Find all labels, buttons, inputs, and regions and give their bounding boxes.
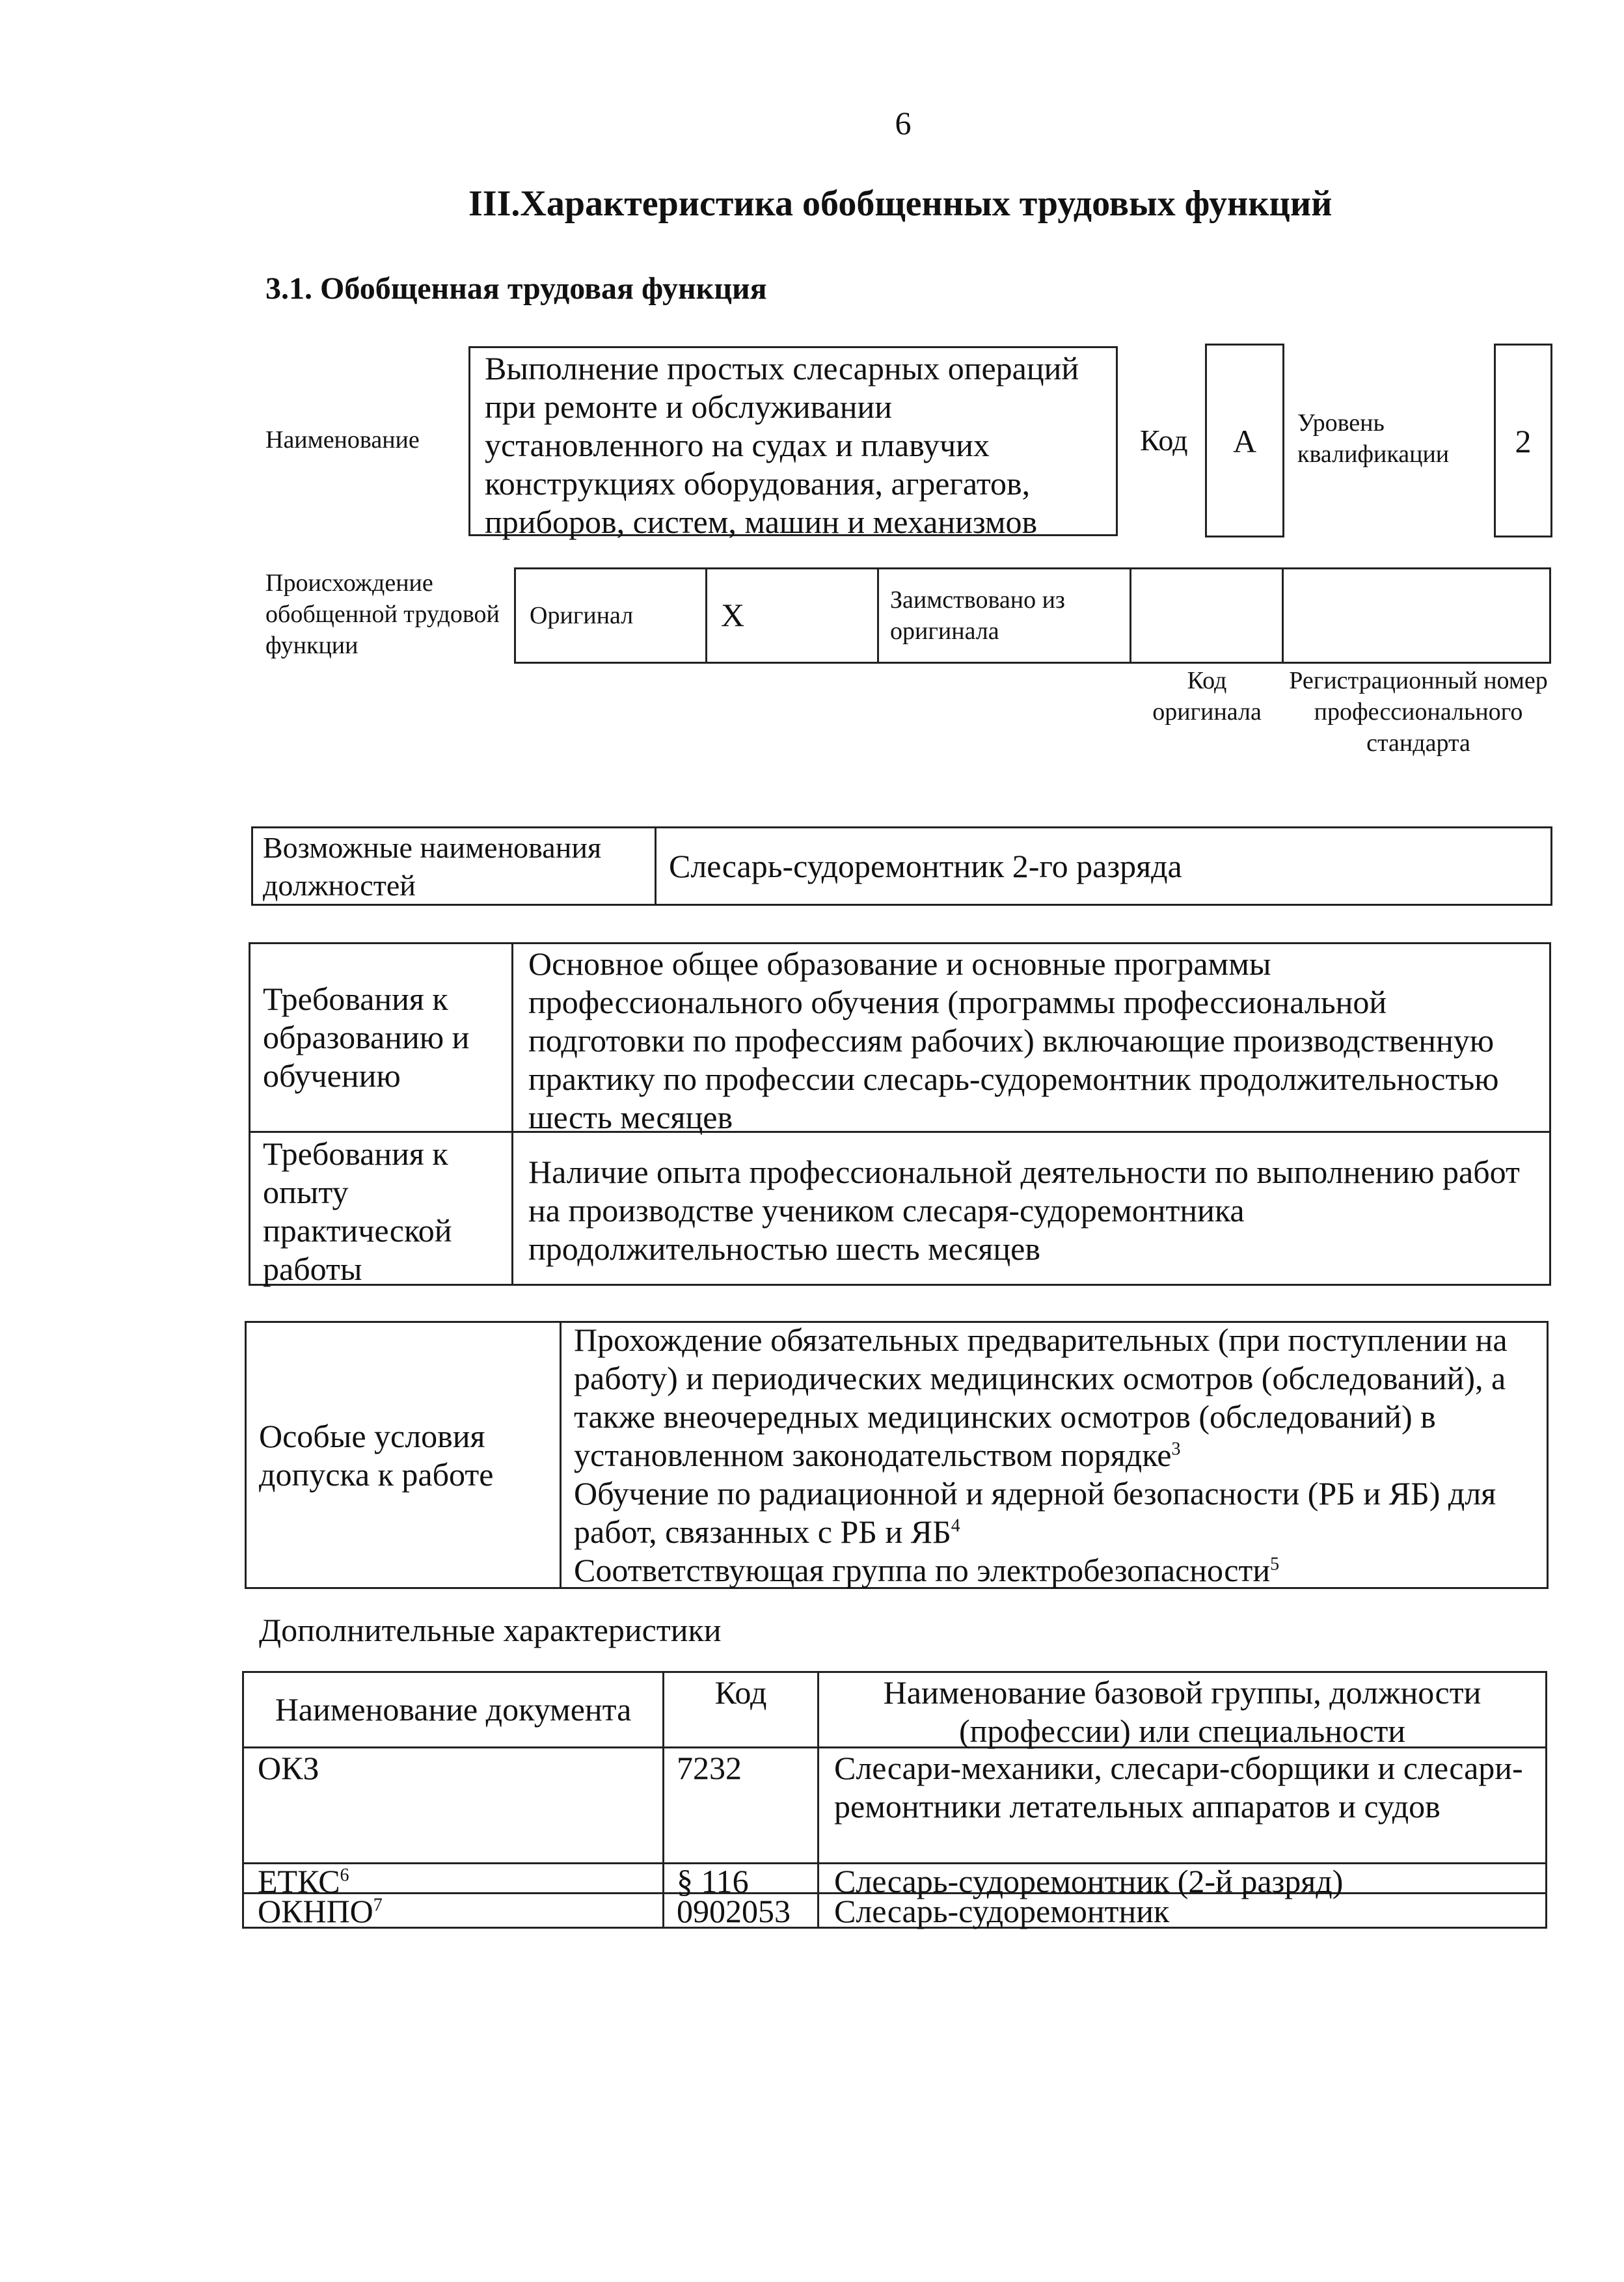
special-conditions-list (574, 1321, 1543, 1590)
footnote-ref: 4 (951, 1515, 960, 1536)
footnote-ref: 3 (1171, 1439, 1181, 1460)
borrowed-label: Заимствовано из оригинала (890, 586, 1065, 645)
caption-registration-number: Регистрационный номер профессионального стандарта (1289, 667, 1548, 757)
level-box (1494, 344, 1552, 537)
special-conditions-label: Особые условия допуска к работе (259, 1418, 494, 1493)
origin-label: Происхождение обобщенной трудовой функции (265, 569, 500, 659)
footnote-ref: 7 (373, 1895, 383, 1916)
row-code: § 116 (677, 1863, 749, 1899)
section-title: III.Характеристика обобщенных трудовых функций (468, 183, 1333, 224)
positions-value: Слесарь-судоремонтник 2-го разряда (669, 848, 1182, 884)
education-label: Требования к образованию и обучению (263, 981, 470, 1094)
row-name: Слесарь-судоремонтник (834, 1893, 1170, 1929)
code-box (1205, 344, 1284, 537)
condition-item: Прохождение обязательных предварительных (при поступлении на работу) и периодических медицинских осмотров (обследований), а также внеочередных медицинских осмотров (обследований) в установленном законодательством порядке$^3$ (574, 1322, 1508, 1473)
footnote-ref: 5 (1270, 1554, 1280, 1575)
original-mark: X (721, 597, 745, 633)
experience-value: Наличие опыта профессиональной деятельности по выполнению работ на производстве учеником слесаря-судоремонтника продолжительностью шесть месяцев (528, 1154, 1520, 1267)
header-document: Наименование документа (275, 1691, 632, 1728)
row-doc: ЕТКС$^6$ (258, 1863, 349, 1899)
row-name: Слесари-механики, слесари-сборщики и слесари-ремонтники летательных аппаратов и судов (834, 1750, 1523, 1825)
level-value: 2 (1515, 423, 1532, 459)
subsection-title: 3.1. Обобщенная трудовая функция (265, 271, 767, 306)
experience-label: Требования к опыту практической работы (263, 1135, 452, 1287)
footnote-ref: 6 (340, 1865, 349, 1886)
row-name: Слесарь-судоремонтник (2-й разряд) (834, 1863, 1344, 1899)
level-label: Уровень квалификации (1297, 409, 1450, 468)
condition-item: Обучение по радиационной и ядерной безопасности (РБ и ЯБ) для работ, связанных с РБ и $ЯБ^4$ (574, 1475, 1496, 1550)
code-value: А (1232, 423, 1257, 459)
row-doc: ОКНПО$^7$ (258, 1893, 383, 1929)
original-label: Оригинал (530, 602, 634, 629)
name-label: Наименование (265, 426, 420, 454)
header-code: Код (714, 1674, 767, 1711)
header-group-name: Наименование базовой группы, должности (профессии) или специальности (883, 1674, 1482, 1749)
function-name-box (468, 346, 1118, 540)
row-code: 7232 (677, 1750, 742, 1786)
education-value: Основное общее образование и основные программы профессионального обучения (программы профессиональной подготовки по профессиям рабочих) включающие производственную практику по профессии слесарь-судоремонтник продолжительностью шесть месяцев (528, 945, 1499, 1135)
row-doc: ОКЗ (258, 1750, 319, 1786)
additional-title: Дополнительные характеристики (259, 1612, 722, 1648)
positions-label: Возможные наименования должностей (263, 831, 602, 902)
row-code: 0902053 (677, 1893, 791, 1929)
page-number: 6 (895, 105, 912, 141)
condition-item: Соответствующая группа по электробезопасности$^5$ (574, 1552, 1280, 1588)
function-name-value: Выполнение простых слесарных операций при ремонте и обслуживании установленного на судах и плавучих конструкциях оборудования, агрегатов, приборов, систем, машин и механизмов (485, 350, 1079, 540)
code-label: Код (1140, 424, 1188, 457)
caption-code-original: Код оригинала (1152, 667, 1262, 726)
